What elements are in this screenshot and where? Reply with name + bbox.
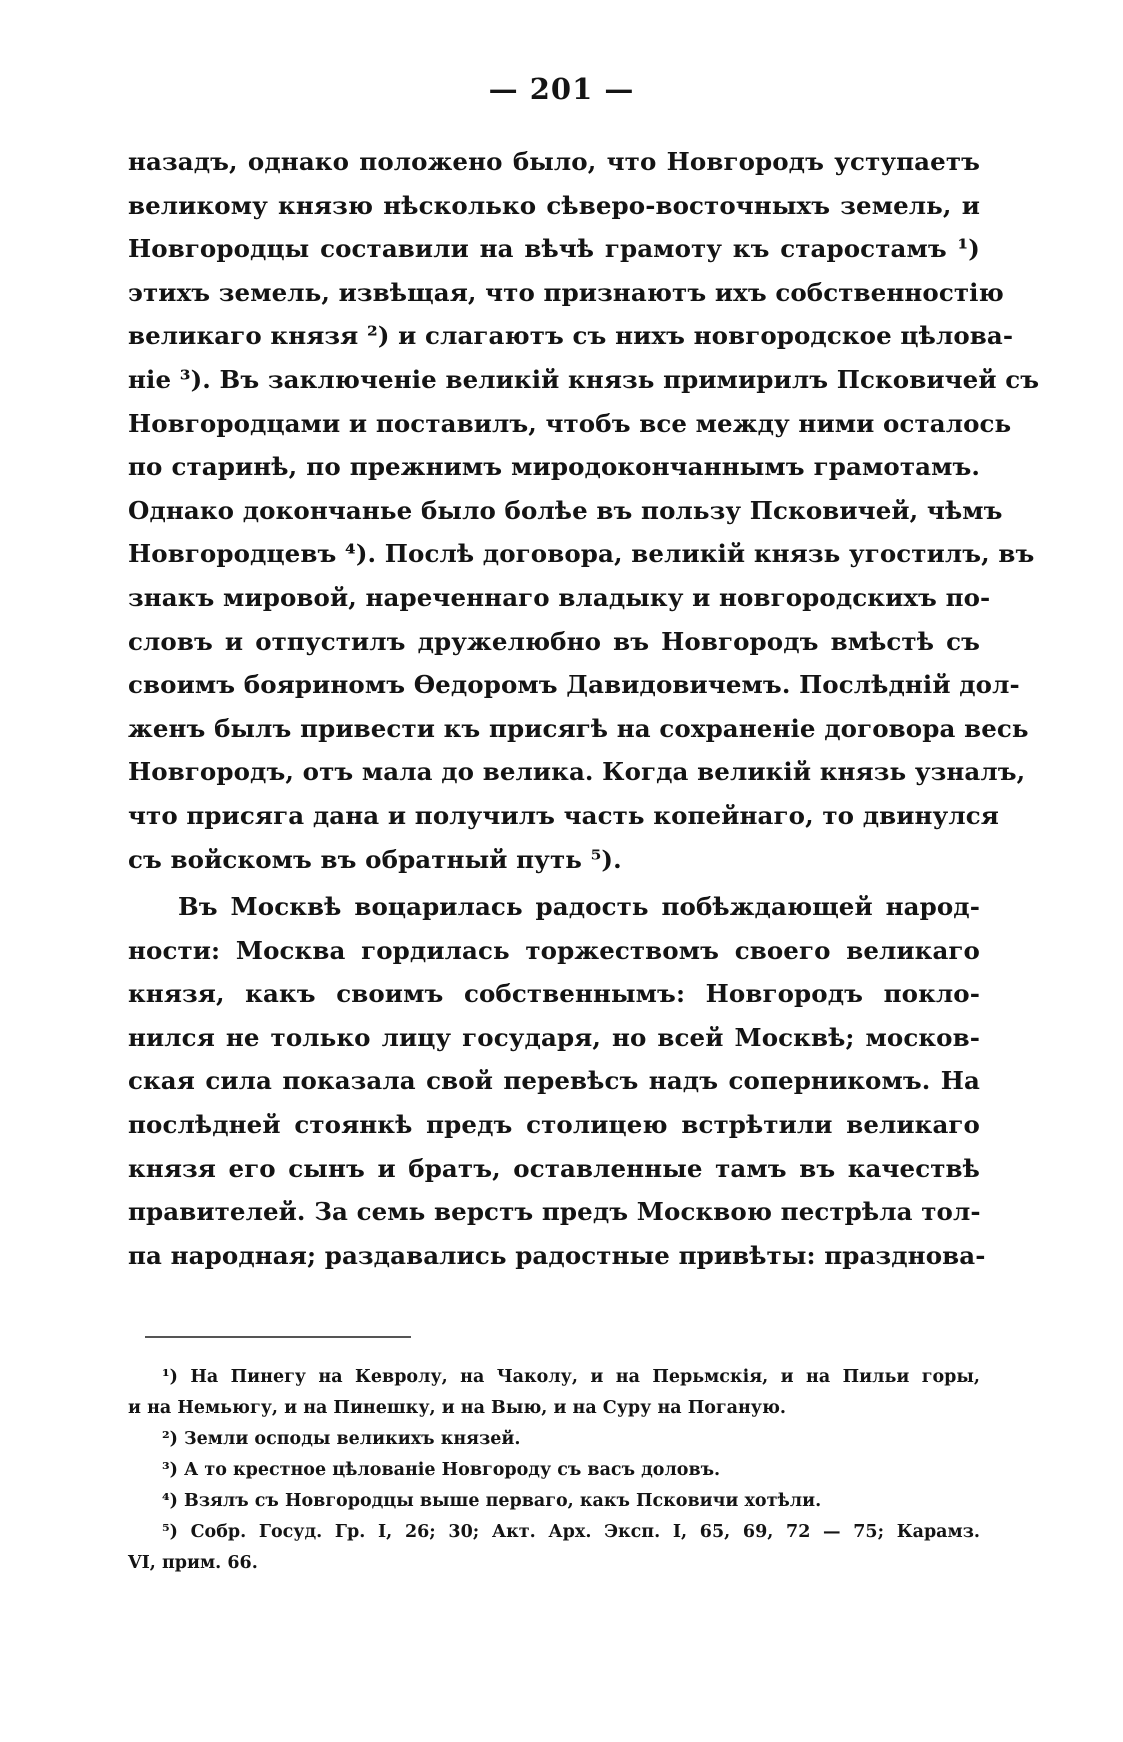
- text-line: Въ Москвѣ воцарилась радость побѣждающей народ-: [178, 892, 980, 922]
- text-line: князя его сынъ и братъ, оставленные тамъ въ качествѣ: [128, 1153, 980, 1183]
- text-line: великаго князя ²) и слагаютъ съ нихъ новгородское цѣлова-: [128, 321, 1014, 351]
- text-line: Новгородъ, отъ мала до велика. Когда великій князь узналъ,: [128, 757, 1026, 787]
- text-line: великому князю нѣсколько сѣверо-восточныхъ земель, и: [128, 190, 980, 220]
- text-line: ности: Москва гордилась торжествомъ своего великаго: [128, 935, 980, 965]
- text-line: ніе ³). Въ заключеніе великій князь примирилъ Псковичей съ: [128, 364, 1040, 394]
- text-line: женъ былъ привести къ присягѣ на сохраненіе договора весь: [128, 713, 1029, 743]
- text-line: послѣдней стоянкѣ предъ столицею встрѣтили великаго: [128, 1110, 980, 1140]
- footnote-line: ²) Земли осподы великихъ князей.: [162, 1429, 521, 1449]
- text-line: ская сила показала свой перевѣсъ надъ соперникомъ. На: [128, 1066, 980, 1096]
- text-line: нился не только лицу государя, но всей Москвѣ; москов-: [128, 1022, 980, 1052]
- text-line: па народная; раздавались радостные привѣты: празднова-: [128, 1240, 986, 1270]
- text-line: правителей. За семь верстъ предъ Москвою пестрѣла тол-: [128, 1197, 981, 1227]
- text-line: Новгородцевъ ⁴). Послѣ договора, великій князь угостилъ, въ: [128, 539, 1035, 569]
- footnote-line: ⁵) Собр. Госуд. Гр. I, 26; 30; Акт. Арх. Эксп. I, 65, 69, 72 — 75; Карамз.: [162, 1522, 980, 1542]
- text-line: этихъ земель, извѣщая, что признаютъ ихъ собственностію: [128, 277, 1004, 307]
- text-line: князя, какъ своимъ собственнымъ: Новгородъ покло-: [128, 979, 980, 1009]
- footnote-line: ¹) На Пинегу на Кевролу, на Чаколу, и на Перьмскія, и на Пильи горы,: [162, 1367, 980, 1387]
- footnote-line: ⁴) Взялъ съ Новгородцы выше перваго, какъ Псковичи хотѣли.: [162, 1491, 822, 1511]
- footnote-line: VI, прим. 66.: [128, 1553, 258, 1573]
- footnote-line: и на Немьюгу, и на Пинешку, и на Выю, и на Суру на Поганую.: [128, 1398, 787, 1418]
- footnote-separator: [145, 1336, 411, 1338]
- text-line: Новгородцами и поставилъ, чтобъ все между ними осталось: [128, 408, 1012, 438]
- text-line: Однако докончанье было болѣе въ пользу Псковичей, чѣмъ: [128, 495, 1003, 525]
- footnote-line: ³) А то крестное цѣлованіе Новгороду съ васъ доловъ.: [162, 1460, 721, 1480]
- footnotes: [128, 1362, 980, 1579]
- text-line: назадъ, однако положено было, что Новгородъ уступаетъ: [128, 147, 980, 176]
- text-line: по старинѣ, по прежнимъ миродокончаннымъ грамотамъ.: [128, 452, 980, 482]
- text-line: что присяга дана и получилъ часть копейнаго, то двинулся: [128, 800, 999, 830]
- text-line: словъ и отпустилъ дружелюбно въ Новгородъ вмѣстѣ съ: [128, 626, 980, 656]
- page-number: — 201 —: [488, 72, 635, 106]
- text-line: съ войскомъ въ обратный путь ⁵).: [128, 844, 622, 874]
- main-text: [128, 140, 1040, 1277]
- text-line: знакъ мировой, нареченнаго владыку и новгородскихъ по-: [128, 582, 991, 612]
- text-line: своимъ бояриномъ Ѳедоромъ Давидовичемъ. Послѣдній дол-: [128, 670, 1020, 700]
- text-line: Новгородцы составили на вѣчѣ грамоту къ старостамъ ¹): [128, 234, 980, 264]
